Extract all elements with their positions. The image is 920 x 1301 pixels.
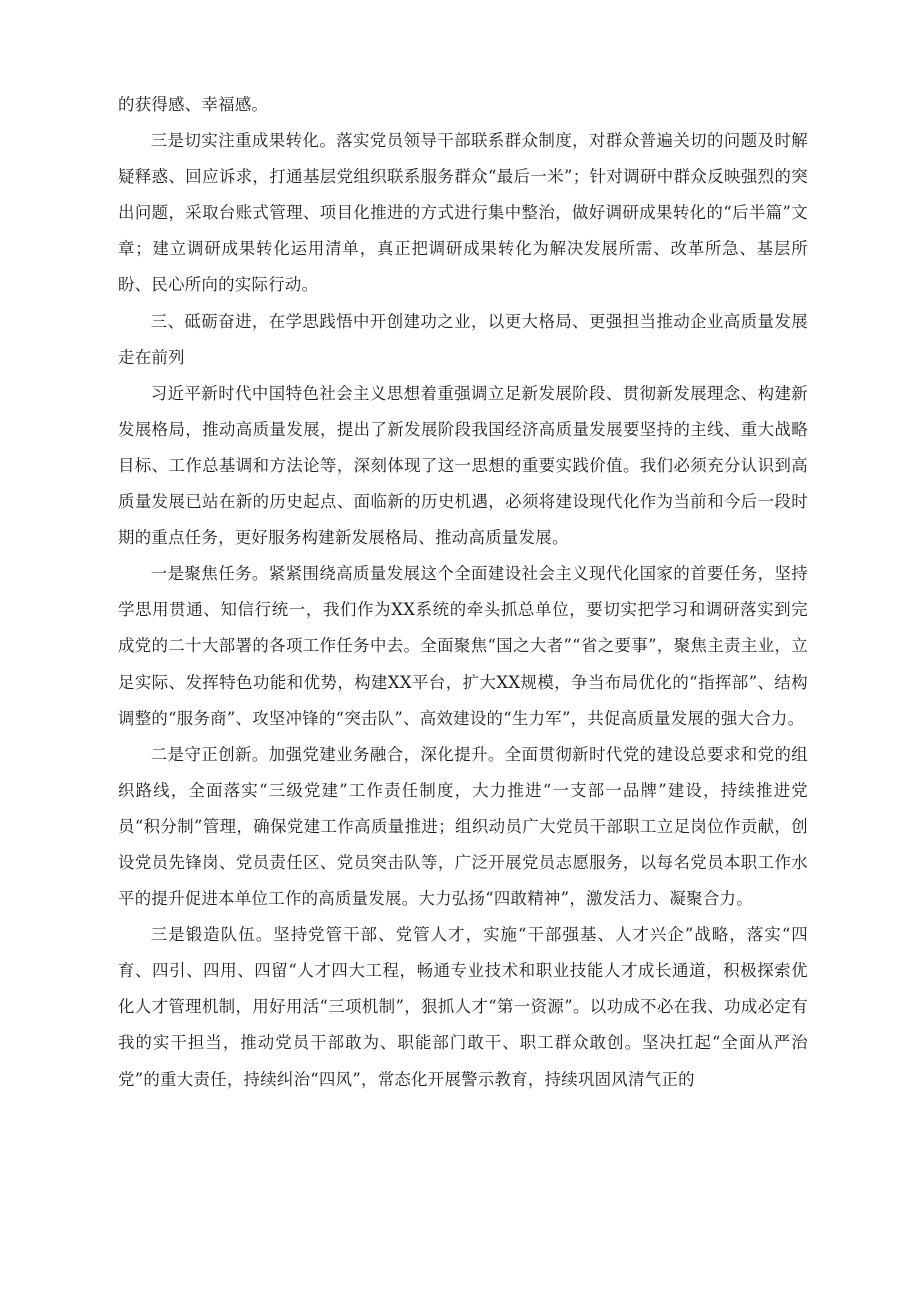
paragraph-high-quality-development: 习近平新时代中国特色社会主义思想着重强调立足新发展阶段、贯彻新发展理念、构建新发展格局，推动高质量发展，提出了新发展阶段我国经济高质量发展要坚持的主线、重大战略目标、工作总基调和方法论等，深刻体现了这一思想的重要实践价值。我们必须充分认识到高质量发展已站在新的历史起点、面临新的历史机遇，必须将建设现代化作为当前和今后一段时期的重点任务，更好服务构建新发展格局、推动高质量发展。 bbox=[118, 383, 808, 548]
paragraph-focus-tasks: 一是聚焦任务。紧紧围绕高质量发展这个全面建设社会主义现代化国家的首要任务，坚持学思用贯通、知信行统一，我们作为XX系统的牵头抓总单位，要切实把学习和调研落实到完成党的二十大部署的各项工作任务中去。全面聚焦“国之大者”“省之要事”，聚焦主责主业，立足实际、发挥特色功能和优势，构建XX平台，扩大XX规模，争当布局优化的“指挥部”、结构调整的“服务商”、攻坚冲锋的“突击队”、高效建设的“生力军”，共促高质量发展的强大合力。 bbox=[118, 564, 808, 728]
document-body bbox=[118, 87, 808, 1098]
paragraph-outcome-transformation: 三是切实注重成果转化。落实党员领导干部联系群众制度，对群众普遍关切的问题及时解疑释惑、回应诉求，打通基层党组织联系服务群众“最后一米”；针对调研中群众反映强烈的突出问题，采取台账式管理、项目化推进的方式进行集中整治，做好调研成果转化的“后半篇”文章；建立调研成果转化运用清单，真正把调研成果转化为解决发展所需、改革所急、基层所盼、民心所向的实际行动。 bbox=[118, 131, 808, 295]
paragraph-continuation: 的获得感、幸福感。 bbox=[118, 95, 269, 114]
paragraph-team-building: 三是锻造队伍。坚持党管干部、党管人才，实施“干部强基、人才兴企”战略，落实“四育、四引、四用、四留“人才四大工程，畅通专业技术和职业技能人才成长通道，积极探索优化人才管理机制，用好用活“三项机制”，狠抓人才“第一资源”。以功成不必在我、功成必定有我的实干担当，推动党员干部敢为、职能部门敢干、职工群众敢创。坚决扛起“全面从严治党”的重大责任，持续纠治“四风”，常态化开展警示教育，持续巩固风清气正的 bbox=[118, 925, 808, 1089]
paragraph-innovation: 二是守正创新。加强党建业务融合，深化提升。全面贯彻新时代党的建设总要求和党的组织路线，全面落实“三级党建”工作责任制度，大力推进“一支部一品牌”建设，持续推进党员“积分制”管理，确保党建工作高质量推进；组织动员广大党员干部职工立足岗位作贡献，创设党员先锋岗、党员责任区、党员突击队等，广泛开展党员志愿服务，以每名党员本职工作水平的提升促进本单位工作的高质量发展。大力弘扬“四敢精神”，激发活力、凝聚合力。 bbox=[118, 744, 808, 909]
section-heading-3: 三、砥砺奋进，在学思践悟中开创建功之业，以更大格局、更强担当推动企业高质量发展走在前列 bbox=[118, 311, 808, 367]
